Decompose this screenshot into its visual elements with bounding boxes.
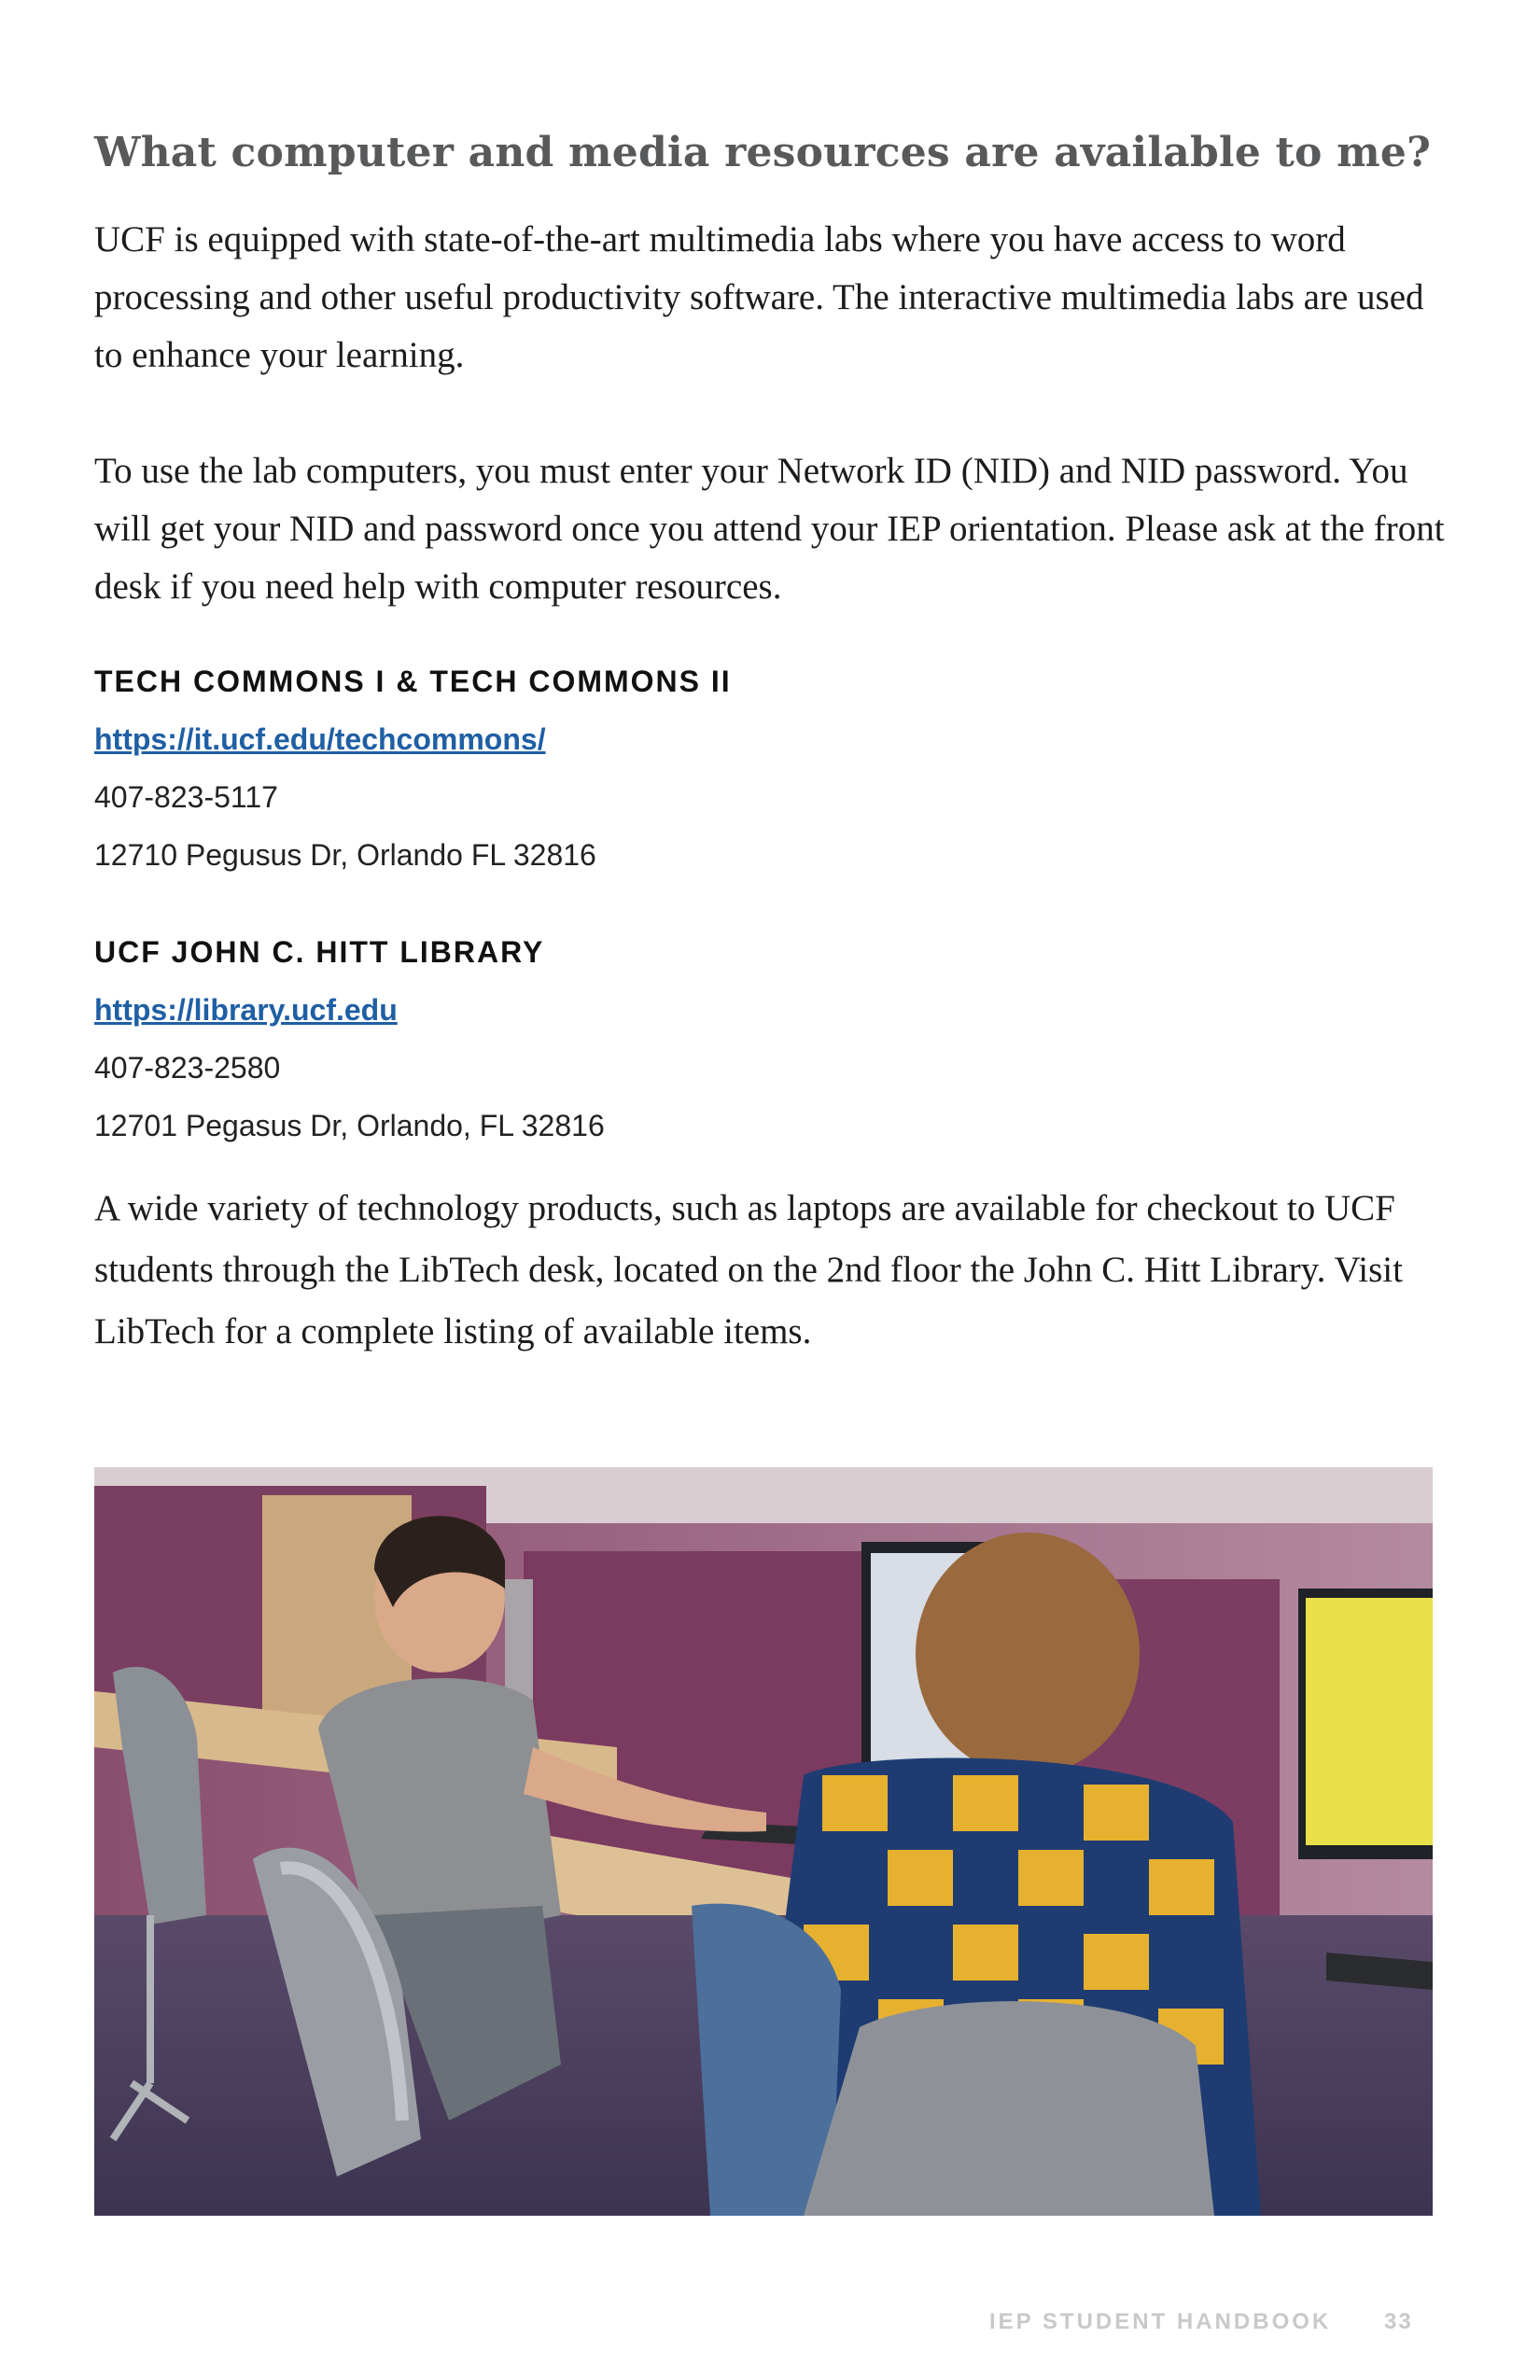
paragraph-lab-login: To use the lab computers, you must enter your Network ID (NID) and NID password. You will get your NID and password once you attend your IEP orientation. Please ask at the front desk if you need help with computer resources. [94, 451, 1445, 607]
section-phone: 407-823-5117 [94, 780, 278, 814]
footer-label: IEP STUDENT HANDBOOK [989, 2309, 1332, 2334]
paragraph-libtech: A wide variety of technology products, such as laptops are available for checkout to UCF students through the LibTech desk, located on the 2nd floor the John C. Hitt Library. Visit LibTech for a complete listing of available items. [94, 1188, 1403, 1351]
lab-photo-illustration [94, 1467, 1433, 2216]
paragraph-multimedia-labs: UCF is equipped with state-of-the-art multimedia labs where you have access to word processing and other useful productivity software. The interactive multimedia labs are used to enhance your learning. [94, 219, 1424, 375]
section-title: TECH COMMONS I & TECH COMMONS II [94, 665, 732, 698]
tech-commons-link[interactable]: https://it.ucf.edu/techcommons/ [94, 722, 546, 756]
section-title: UCF JOHN C. HITT LIBRARY [94, 935, 545, 969]
computer-lab-photo [94, 1467, 1433, 2216]
section-address: 12701 Pegasus Dr, Orlando, FL 32816 [94, 1109, 605, 1142]
page-number: 33 [1384, 2309, 1413, 2334]
page-heading: What computer and media resources are available to me? [94, 129, 1432, 176]
section-address: 12710 Pegusus Dr, Orlando FL 32816 [94, 838, 596, 872]
library-link[interactable]: https://library.ucf.edu [94, 993, 398, 1027]
section-phone: 407-823-2580 [94, 1051, 281, 1085]
